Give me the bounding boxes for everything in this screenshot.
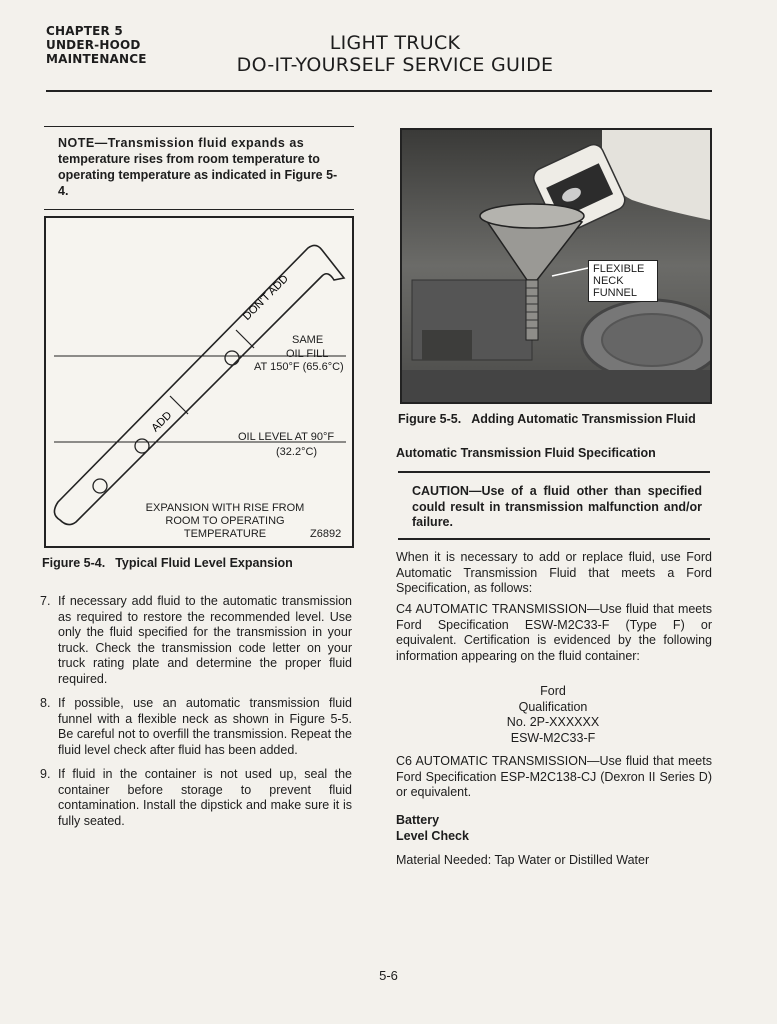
temp-150-label: [254, 361, 344, 374]
figure-5-4: [44, 216, 354, 548]
chapter-subtitle-2: MAINTENANCE: [46, 52, 147, 66]
battery-heading-line-2: Level Check: [396, 828, 469, 843]
add-label: ADD: [149, 409, 175, 435]
temp-90-text: (32.2°C): [276, 446, 318, 458]
note-text: temperature rises from room temperature to operating temperature as indicated in Figure 5-4.: [58, 152, 338, 198]
procedure-steps: [40, 594, 352, 838]
step-number: 9.: [40, 767, 51, 781]
header-rule: [46, 90, 712, 92]
spec-paragraph-c4: C4 AUTOMATIC TRANSMISSION—Use fluid that meets Ford Specification ESW-M2C33-F (Type F) or equivalent. Certification is evidenced by the following information appearing on the fluid container:: [396, 602, 712, 663]
note-lead: NOTE—Transmission fluid expands as: [58, 136, 305, 150]
dipstick-diagram: [46, 218, 352, 546]
figure-5-4-number: Figure 5-4.: [42, 556, 106, 570]
figure-5-4-caption: [42, 556, 293, 571]
same-oil-fill-label: [292, 334, 323, 347]
figure-5-5-photo: [400, 128, 712, 404]
note-box: [44, 126, 354, 210]
battery-heading-line-1: Battery: [396, 813, 440, 827]
expansion-line-2: ROOM TO OPERATING: [165, 515, 285, 527]
step-text: If fluid in the container is not used up, seal the container before storage to prevent fluid contamination. Install the dipstick and make sure it is fully seated.: [58, 767, 352, 828]
caution-rule-top: [398, 471, 710, 473]
expansion-line-3: TEMPERATURE: [183, 528, 267, 540]
temp-90-label: [276, 446, 317, 459]
figure-5-4-title: Typical Fluid Level Expansion: [115, 556, 293, 570]
label-line-3: FUNNEL: [593, 287, 638, 299]
guide-title-line-1: LIGHT TRUCK: [329, 32, 461, 54]
oil-fill-line-label: OIL FILL: [286, 348, 329, 360]
figure-5-5-caption: [398, 412, 696, 427]
figure-code: [310, 528, 341, 541]
page-number: 5-6: [379, 968, 398, 983]
spec-paragraph-c6: C6 AUTOMATIC TRANSMISSION—Use fluid that meets Ford Specification ESP-M2C138-CJ (Dexron II Series D) or equivalent.: [396, 754, 712, 799]
step-7: [40, 594, 352, 687]
cert-line-1: Ford: [540, 684, 566, 698]
lower-mark: [170, 396, 188, 414]
step-9: [40, 767, 352, 829]
cert-line-2: Qualification: [518, 699, 588, 714]
flexible-neck-funnel-label: [588, 260, 658, 302]
middle-hole: [135, 439, 149, 453]
figure-5-5-number: Figure 5-5.: [398, 412, 462, 426]
expansion-line-1: EXPANSION WITH RISE FROM: [145, 502, 305, 514]
guide-title: [220, 32, 570, 76]
oil-level-label: [238, 431, 334, 444]
label-line-2: NECK: [593, 275, 624, 287]
chapter-number: CHAPTER 5: [46, 24, 123, 38]
dipstick-icon: [54, 245, 344, 524]
caution-box: CAUTION—Use of a fluid other than specified could result in transmission malfunction and/or failure.: [412, 484, 702, 529]
battery-heading: [396, 813, 712, 844]
spec-paragraph-1: When it is necessary to add or replace fluid, use Ford Automatic Transmission Fluid that meets a Ford Specification, as follows:: [396, 550, 712, 595]
step-8: [40, 696, 352, 758]
figure-5-5-title: Adding Automatic Transmission Fluid: [471, 412, 696, 426]
cert-line-4: ESW-M2C33-F: [510, 730, 596, 745]
oil-fill-label: [286, 348, 328, 361]
step-number: 7.: [40, 594, 51, 608]
step-text: If possible, use an automatic transmission fluid funnel with a flexible neck as shown in Figure 5-5. Be careful not to overfill the transmission. Repeat the fluid level check after fluid has been added.: [58, 696, 352, 757]
oil-level-text: OIL LEVEL AT 90°F: [238, 431, 335, 443]
upper-mark: [236, 330, 254, 348]
caution-rule-bottom: [398, 538, 710, 540]
label-line-1: FLEXIBLE: [593, 263, 645, 275]
step-text: If necessary add fluid to the automatic transmission as required to restore the recommended level. Use only the fluid specified for the transmission in your truck. Check the transmission code letter on your truck rating plate and determine the proper fluid required.: [58, 594, 352, 686]
figure-code-text: Z6892: [310, 528, 342, 540]
battery-material: Material Needed: Tap Water or Distilled Water: [396, 853, 650, 867]
temp-150-text: AT 150°F (65.6°C): [254, 361, 344, 373]
upper-hole: [225, 351, 239, 365]
chapter-subtitle-1: UNDER-HOOD: [46, 38, 141, 52]
guide-title-line-2: DO-IT-YOURSELF SERVICE GUIDE: [236, 54, 554, 76]
expansion-label: [130, 502, 320, 541]
lower-hole: [93, 479, 107, 493]
cert-line-3: No. 2P-XXXXXX: [506, 715, 600, 729]
step-number: 8.: [40, 696, 51, 710]
chapter-heading: [46, 24, 147, 66]
same-line: SAME: [292, 334, 324, 346]
funnel-photo-illustration: [402, 130, 710, 402]
spec-heading: Automatic Transmission Fluid Specification: [396, 446, 656, 460]
certification-block: [390, 684, 716, 746]
dont-add-label: DON'T ADD: [240, 272, 291, 323]
